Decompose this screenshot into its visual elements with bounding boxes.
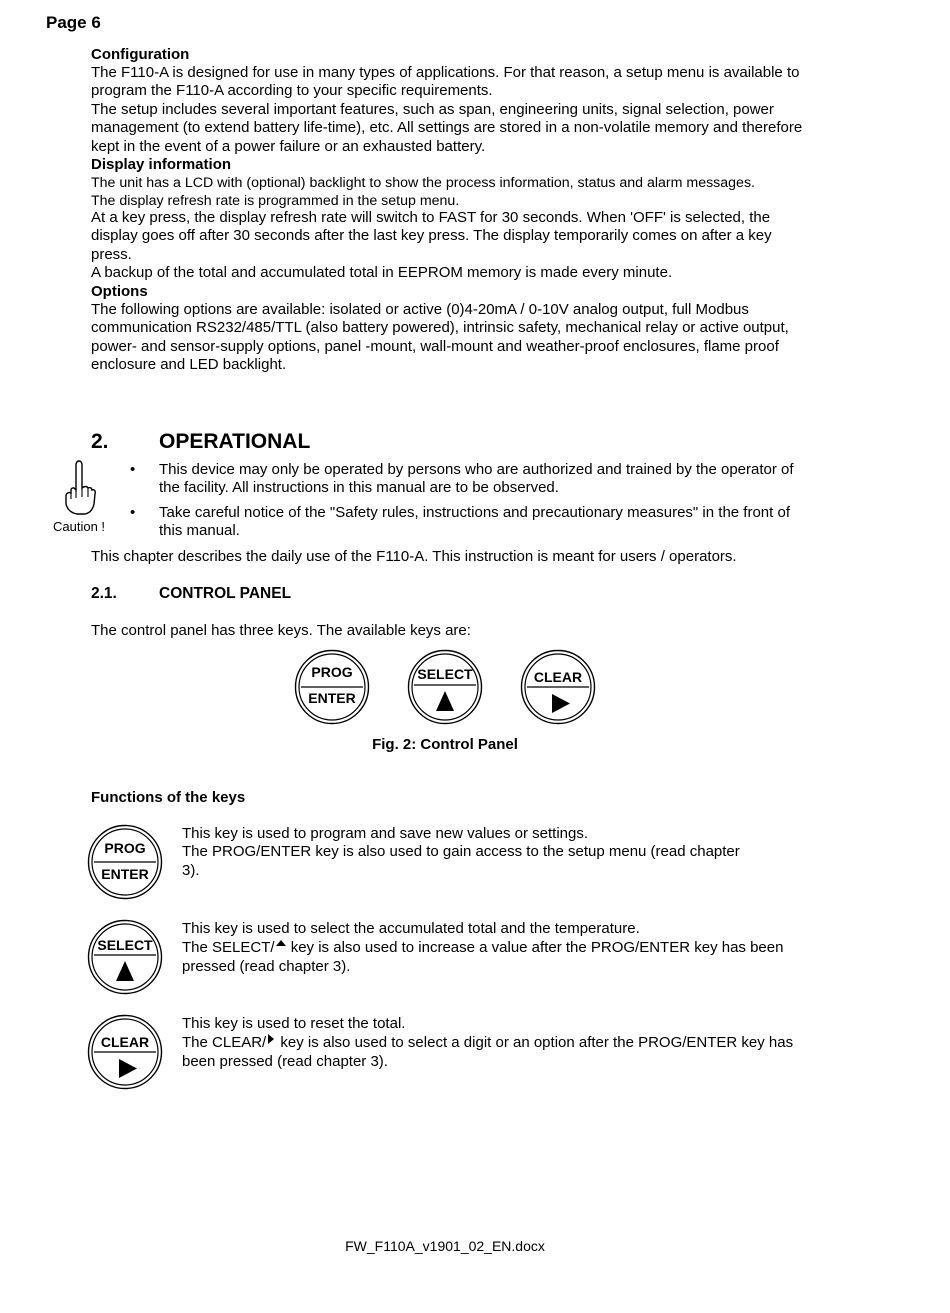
prog-enter-key [87, 824, 163, 900]
prog-key-description [182, 825, 802, 880]
select-up-key [407, 649, 483, 725]
bullet-marker: • [130, 504, 136, 521]
prog-desc-line-2: The PROG/ENTER key is also used to gain access to the setup menu (read chapter 3). [182, 843, 740, 879]
clear-desc-line-2a: The CLEAR/ [182, 1034, 267, 1052]
configuration-heading: Configuration [91, 46, 190, 63]
small-up-triangle-icon [275, 938, 287, 948]
section-2-1-number: 2.1. [91, 585, 117, 602]
clear-desc-line-2b: key is also used to select a digit or an option after the PROG/ENTER key has been pressed (read chapter 3). [182, 1034, 794, 1070]
section-2-1-title: CONTROL PANEL [159, 585, 292, 602]
control-panel-intro: The control panel has three keys. The available keys are: [91, 622, 471, 639]
clear-key-description [182, 1015, 802, 1071]
bullet-item-1: This device may only be operated by persons who are authorized and trained by the operator of the facility. All instructions in this manual are to be observed. [159, 461, 794, 497]
section-2-title: OPERATIONAL [159, 430, 311, 453]
prog-desc-line-1: This key is used to program and save new values or settings. [182, 825, 589, 842]
configuration-para-1: The F110-A is designed for use in many types of applications. For that reason, a setup menu is available to program the F110-A according to your specific requirements. [91, 64, 800, 100]
select-desc-line-2b: key is also used to increase a value after the PROG/ENTER key has been pressed (read chapter 3). [182, 939, 784, 975]
page-number: Page 6 [46, 13, 101, 32]
display-info-para-3: A backup of the total and accumulated total in EEPROM memory is made every minute. [91, 264, 673, 281]
options-text: The following options are available: isolated or active (0)4-20mA / 0-10V analog output, full Modbus communication RS232/485/TTL (also battery powered), intrinsic safety, mechanical relay or active output, power- and sensor-supply options, panel -mount, wall-mount and weather-proof enclosures, flame proof enclosure and LED backlight. [91, 301, 789, 373]
display-info-line-1: The unit has a LCD with (optional) backlight to show the process information, status and alarm messages. [91, 175, 755, 191]
footer-filename: FW_F110A_v1901_02_EN.docx [345, 1238, 545, 1254]
display-info-line-2: The display refresh rate is programmed in the setup menu. [91, 193, 460, 209]
select-desc-line-1: This key is used to select the accumulated total and the temperature. [182, 920, 640, 937]
select-key-description [182, 920, 802, 976]
clear-desc-line-1: This key is used to reset the total. [182, 1015, 406, 1032]
enter-key-label: ENTER [308, 690, 356, 706]
section-2-intro: This chapter describes the daily use of the F110-A. This instruction is meant for users / operators. [91, 548, 737, 565]
bullet-marker: • [130, 461, 136, 478]
select-key-label: SELECT [97, 937, 153, 953]
enter-key-label: ENTER [101, 866, 149, 882]
figure-caption: Fig. 2: Control Panel [372, 736, 518, 753]
pointing-hand-icon [60, 458, 100, 518]
prog-enter-key [294, 649, 370, 725]
options-heading: Options [91, 283, 148, 300]
select-desc-line-2a: The SELECT/ [182, 939, 275, 957]
bullet-item-2: Take careful notice of the "Safety rules, instructions and precautionary measures" in the front of this manual. [159, 504, 790, 540]
caution-label: Caution ! [53, 519, 106, 534]
clear-right-key [87, 1014, 163, 1090]
select-up-key [87, 919, 163, 995]
select-key-label: SELECT [417, 666, 473, 682]
clear-right-key [520, 649, 596, 725]
display-info-heading: Display information [91, 156, 232, 173]
small-right-triangle-icon [266, 1033, 276, 1045]
prog-key-label: PROG [311, 664, 353, 680]
section-2-number: 2. [91, 430, 109, 453]
configuration-para-2: The setup includes several important features, such as span, engineering units, signal selection, power management (to extend battery life-time), etc. All settings are stored in a non-volatile memory and therefore kept in the event of a power failure or an exhausted battery. [91, 101, 803, 155]
clear-key-label: CLEAR [533, 669, 583, 685]
clear-key-label: CLEAR [100, 1034, 150, 1050]
functions-heading: Functions of the keys [91, 789, 246, 806]
display-info-para-2: At a key press, the display refresh rate will switch to FAST for 30 seconds. When 'OFF' is selected, the display goes off after 30 seconds after the last key press. The display temporarily comes on after a key press. [91, 209, 772, 263]
prog-key-label: PROG [104, 840, 146, 856]
